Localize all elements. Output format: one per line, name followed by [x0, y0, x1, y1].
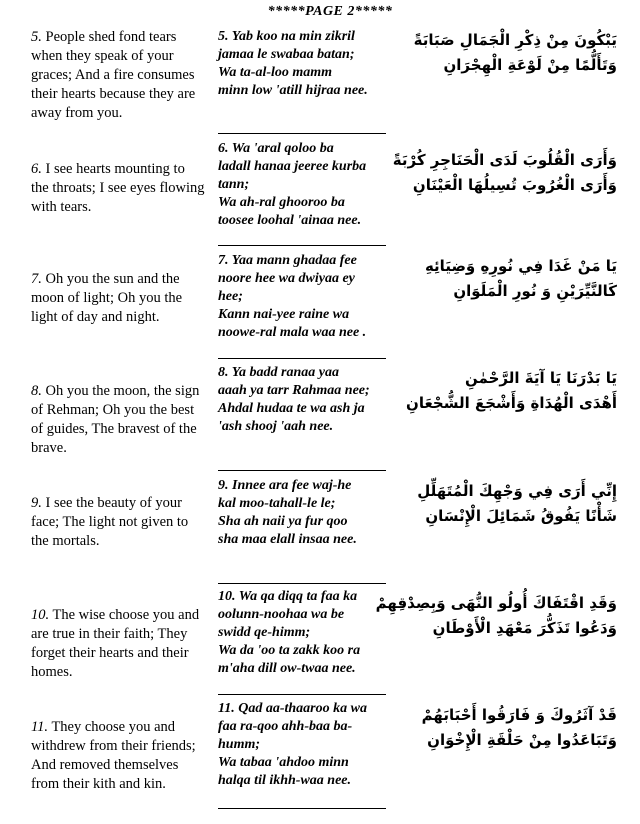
arabic-line-1: قَدْ آثَرُوكَ وَ فَارَقُوا أَحْبَابَهُمْ: [421, 706, 617, 724]
english-translation: [31, 160, 206, 217]
arabic-line-2: وَتَبَاعَدُوا مِنْ حَلْقَةِ الْإِخْوَانِ: [427, 731, 617, 749]
arabic-line-1: يَا مَنْ غَدَا فِي نُورِهِ وَضِيَائِهِ: [424, 257, 617, 275]
arabic-line-2: كَالنَّيِّرَيْنِ وَ نُورِ الْمَلَوَانِ: [453, 282, 617, 300]
english-text: I see hearts mounting to the throats; I see eyes flowing with tears.: [31, 161, 205, 215]
arabic-line-1: وَأَرَى الْقُلُوبَ لَدَى الْحَنَاجِرِ كُرْبَةً: [392, 151, 617, 169]
arabic-line-2: وَدَعُوا تَذَكُّرَ مَعْهَدِ الْأَوْطَانِ: [432, 619, 617, 637]
arabic-text: [392, 148, 617, 198]
arabic-line-1: إِنِّي أَرَى فِي وَجْهِكَ الْمُتَهَلِّلِ: [417, 482, 617, 500]
transliteration: 7. Yaa mann ghadaa fee noore hee wa dwiyaa ey hee; Kann nai-yee raine wa noowe-ral mala waa nee .: [218, 253, 367, 340]
transliteration: 6. Wa 'aral qoloo ba ladall hanaa jeeree kurba tann; Wa ah-ral ghooroo ba toosee loohal 'ainaa nee.: [218, 141, 367, 228]
english-translation: [31, 718, 206, 794]
english-translation: [31, 382, 206, 458]
transliteration: 9. Innee ara fee waj-he kal moo-tahall-le le; Sha ah naii ya fur qoo sha maa elall insaa nee.: [218, 478, 357, 547]
english-translation: [31, 606, 206, 682]
english-text: Oh you the moon, the sign of Rehman; Oh you the best of guides, The bravest of the brave.: [31, 383, 200, 456]
transliteration: 10. Wa qa diqq ta faa ka oolunn-noohaa wa be swidd qe-himm; Wa da 'oo ta zakk koo ra m'aha dill ow-twaa nee.: [218, 589, 361, 676]
arabic-line-1: وَقَدِ اقْتَفَاكَ أُولُو النُّهَى وَبِصِدْقِهِمْ: [375, 594, 617, 612]
verse-number: 7.: [31, 271, 42, 287]
verse-number: 11.: [31, 719, 49, 735]
arabic-line-2: أَهْدَى الْهُدَاةِ وَأَشْجَعَ الشُّجْعَانِ: [406, 394, 617, 412]
english-translation: [31, 494, 206, 551]
verse-number: 10.: [31, 607, 50, 623]
english-text: Oh you the sun and the moon of light; Oh you the light of day and night.: [31, 271, 183, 325]
english-text: I see the beauty of your face; The light not given to the mortals.: [31, 495, 189, 549]
arabic-text: [405, 28, 617, 78]
arabic-line-2: وَأَرَى الْغُرُوبَ تُسِيلُهَا الْعَيْنَانِ: [412, 176, 617, 194]
divider-line: [218, 808, 386, 809]
divider-line: [218, 583, 386, 584]
english-text: The wise choose you and are true in their faith; They forget their hearts and their homes.: [31, 607, 200, 680]
transliteration: 8. Ya badd ranaa yaa aaah ya tarr Rahmaa nee; Ahdal hudaa te wa ash ja 'ash shooj 'aah nee.: [218, 365, 370, 434]
arabic-text: [405, 254, 617, 304]
english-translation: [31, 270, 206, 327]
arabic-text: [375, 591, 617, 641]
english-text: People shed fond tears when they speak of your graces; And a fire consumes their hearts because they are away from you.: [31, 29, 196, 121]
transliteration: 11. Qad aa-thaaroo ka wa faa ra-qoo ahh-baa ba- humm; Wa tabaa 'ahdoo minn halqa til ikhh-waa nee.: [218, 701, 367, 788]
arabic-line-1: يَبْكُونَ مِنْ ذِكْرِ الْجَمَالِ صَبَابَةً: [413, 31, 617, 49]
english-text: They choose you and withdrew from their friends; And removed themselves from their kith and kin.: [31, 719, 196, 792]
arabic-text: [405, 479, 617, 529]
arabic-text: [405, 366, 617, 416]
divider-line: [218, 245, 386, 246]
verse-number: 5.: [31, 29, 42, 45]
transliteration: 5. Yab koo na min zikril jamaa le swabaa batan; Wa ta-al-loo mamm minn low 'atill hijraa nee.: [218, 29, 368, 98]
divider-line: [218, 470, 386, 471]
divider-line: [218, 133, 386, 134]
arabic-line-2: وَتَأَلُّمًا مِنْ لَوْعَةِ الْهِجْرَانِ: [443, 56, 617, 74]
english-translation: [31, 28, 206, 123]
verse-number: 6.: [31, 161, 42, 177]
arabic-text: [405, 703, 617, 753]
verse-number: 9.: [31, 495, 42, 511]
arabic-line-2: شَأْنًا يَفُوقُ شَمَائِلَ الْإِنْسَانِ: [425, 507, 617, 525]
verse-number: 8.: [31, 383, 42, 399]
page-header: *****PAGE 2*****: [267, 4, 393, 19]
divider-line: [218, 694, 386, 695]
divider-line: [218, 358, 386, 359]
arabic-line-1: يَا بَدْرَنَا يَا آيَةَ الرَّحْمٰنِ: [465, 369, 617, 387]
